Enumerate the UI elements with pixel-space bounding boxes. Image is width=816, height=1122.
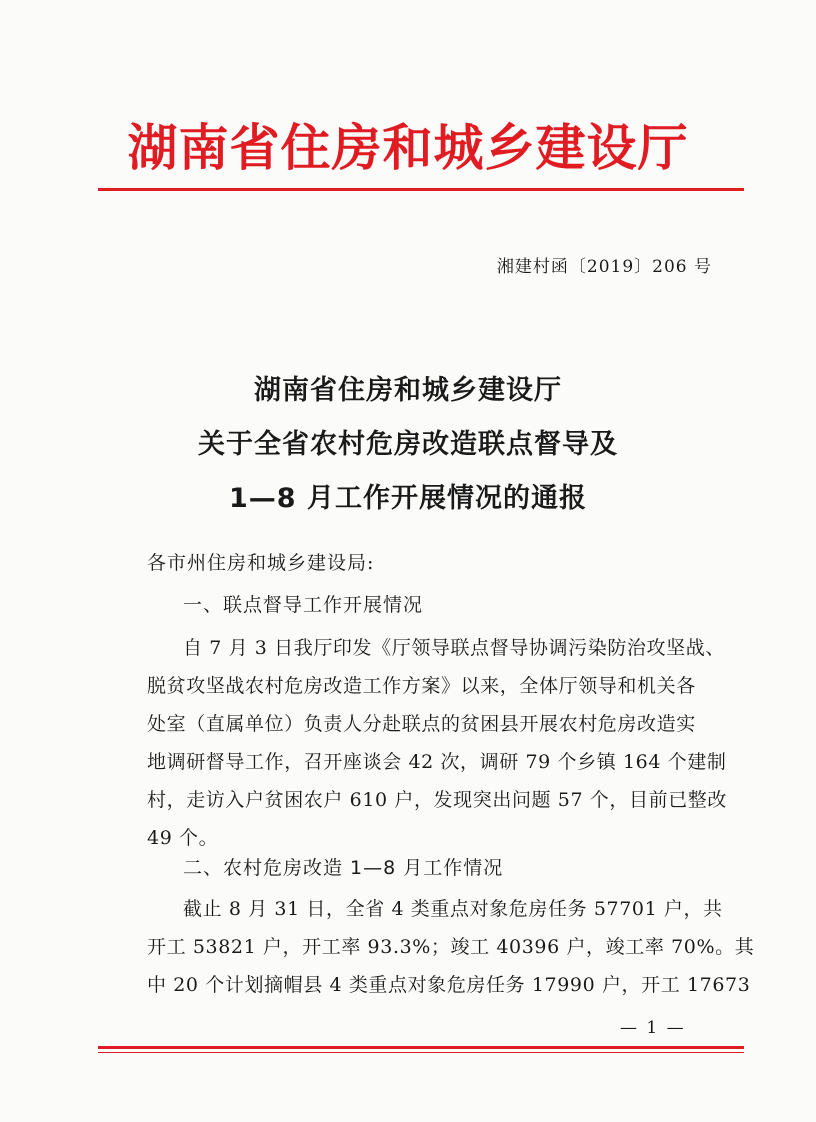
red-footer-rule bbox=[98, 1046, 744, 1049]
paragraph-line: 处室（直属单位）负责人分赴联点的贫困县开展农村危房改造实 bbox=[147, 713, 696, 735]
title-line-2: 关于全省农村危房改造联点督导及 bbox=[198, 429, 618, 460]
document-number: 湘建村函〔2019〕206 号 bbox=[496, 257, 712, 277]
paragraph-line: 自 7 月 3 日我厅印发《厅领导联点督导协调污染防治攻坚战、 bbox=[183, 637, 725, 659]
section-2-paragraph bbox=[147, 890, 755, 1004]
red-footer-rule-thin bbox=[98, 1052, 744, 1053]
section-heading-1: 一、联点督导工作开展情况 bbox=[183, 594, 424, 616]
paragraph-line: 村，走访入户贫困农户 610 户，发现突出问题 57 个，目前已整改 bbox=[147, 789, 728, 811]
section-1-paragraph bbox=[147, 629, 728, 857]
paragraph-line: 脱贫攻坚战农村危房改造工作方案》以来，全体厅领导和机关各 bbox=[147, 675, 696, 697]
paragraph-line: 49 个。 bbox=[147, 827, 219, 849]
salutation: 各市州住房和城乡建设局: bbox=[147, 552, 375, 574]
agency-masthead: 湖南省住房和城乡建设厅 bbox=[127, 119, 689, 177]
title-line-3: 1—8 月工作开展情况的通报 bbox=[229, 483, 587, 514]
paragraph-line: 地调研督导工作，召开座谈会 42 次，调研 79 个乡镇 164 个建制 bbox=[147, 751, 727, 773]
paragraph-line: 开工 53821 户，开工率 93.3%；竣工 40396 户，竣工率 70%。其 bbox=[147, 936, 755, 958]
section-heading-2: 二、农村危房改造 1—8 月工作情况 bbox=[183, 857, 504, 879]
document-title bbox=[0, 364, 816, 526]
paragraph-line: 中 20 个计划摘帽县 4 类重点对象危房任务 17990 户，开工 17673 bbox=[147, 974, 751, 996]
page-number: — 1 — bbox=[620, 1018, 686, 1038]
title-line-1: 湖南省住房和城乡建设厅 bbox=[254, 375, 562, 406]
red-header-rule bbox=[98, 188, 744, 191]
paragraph-line: 截止 8 月 31 日，全省 4 类重点对象危房任务 57701 户，共 bbox=[183, 898, 723, 920]
